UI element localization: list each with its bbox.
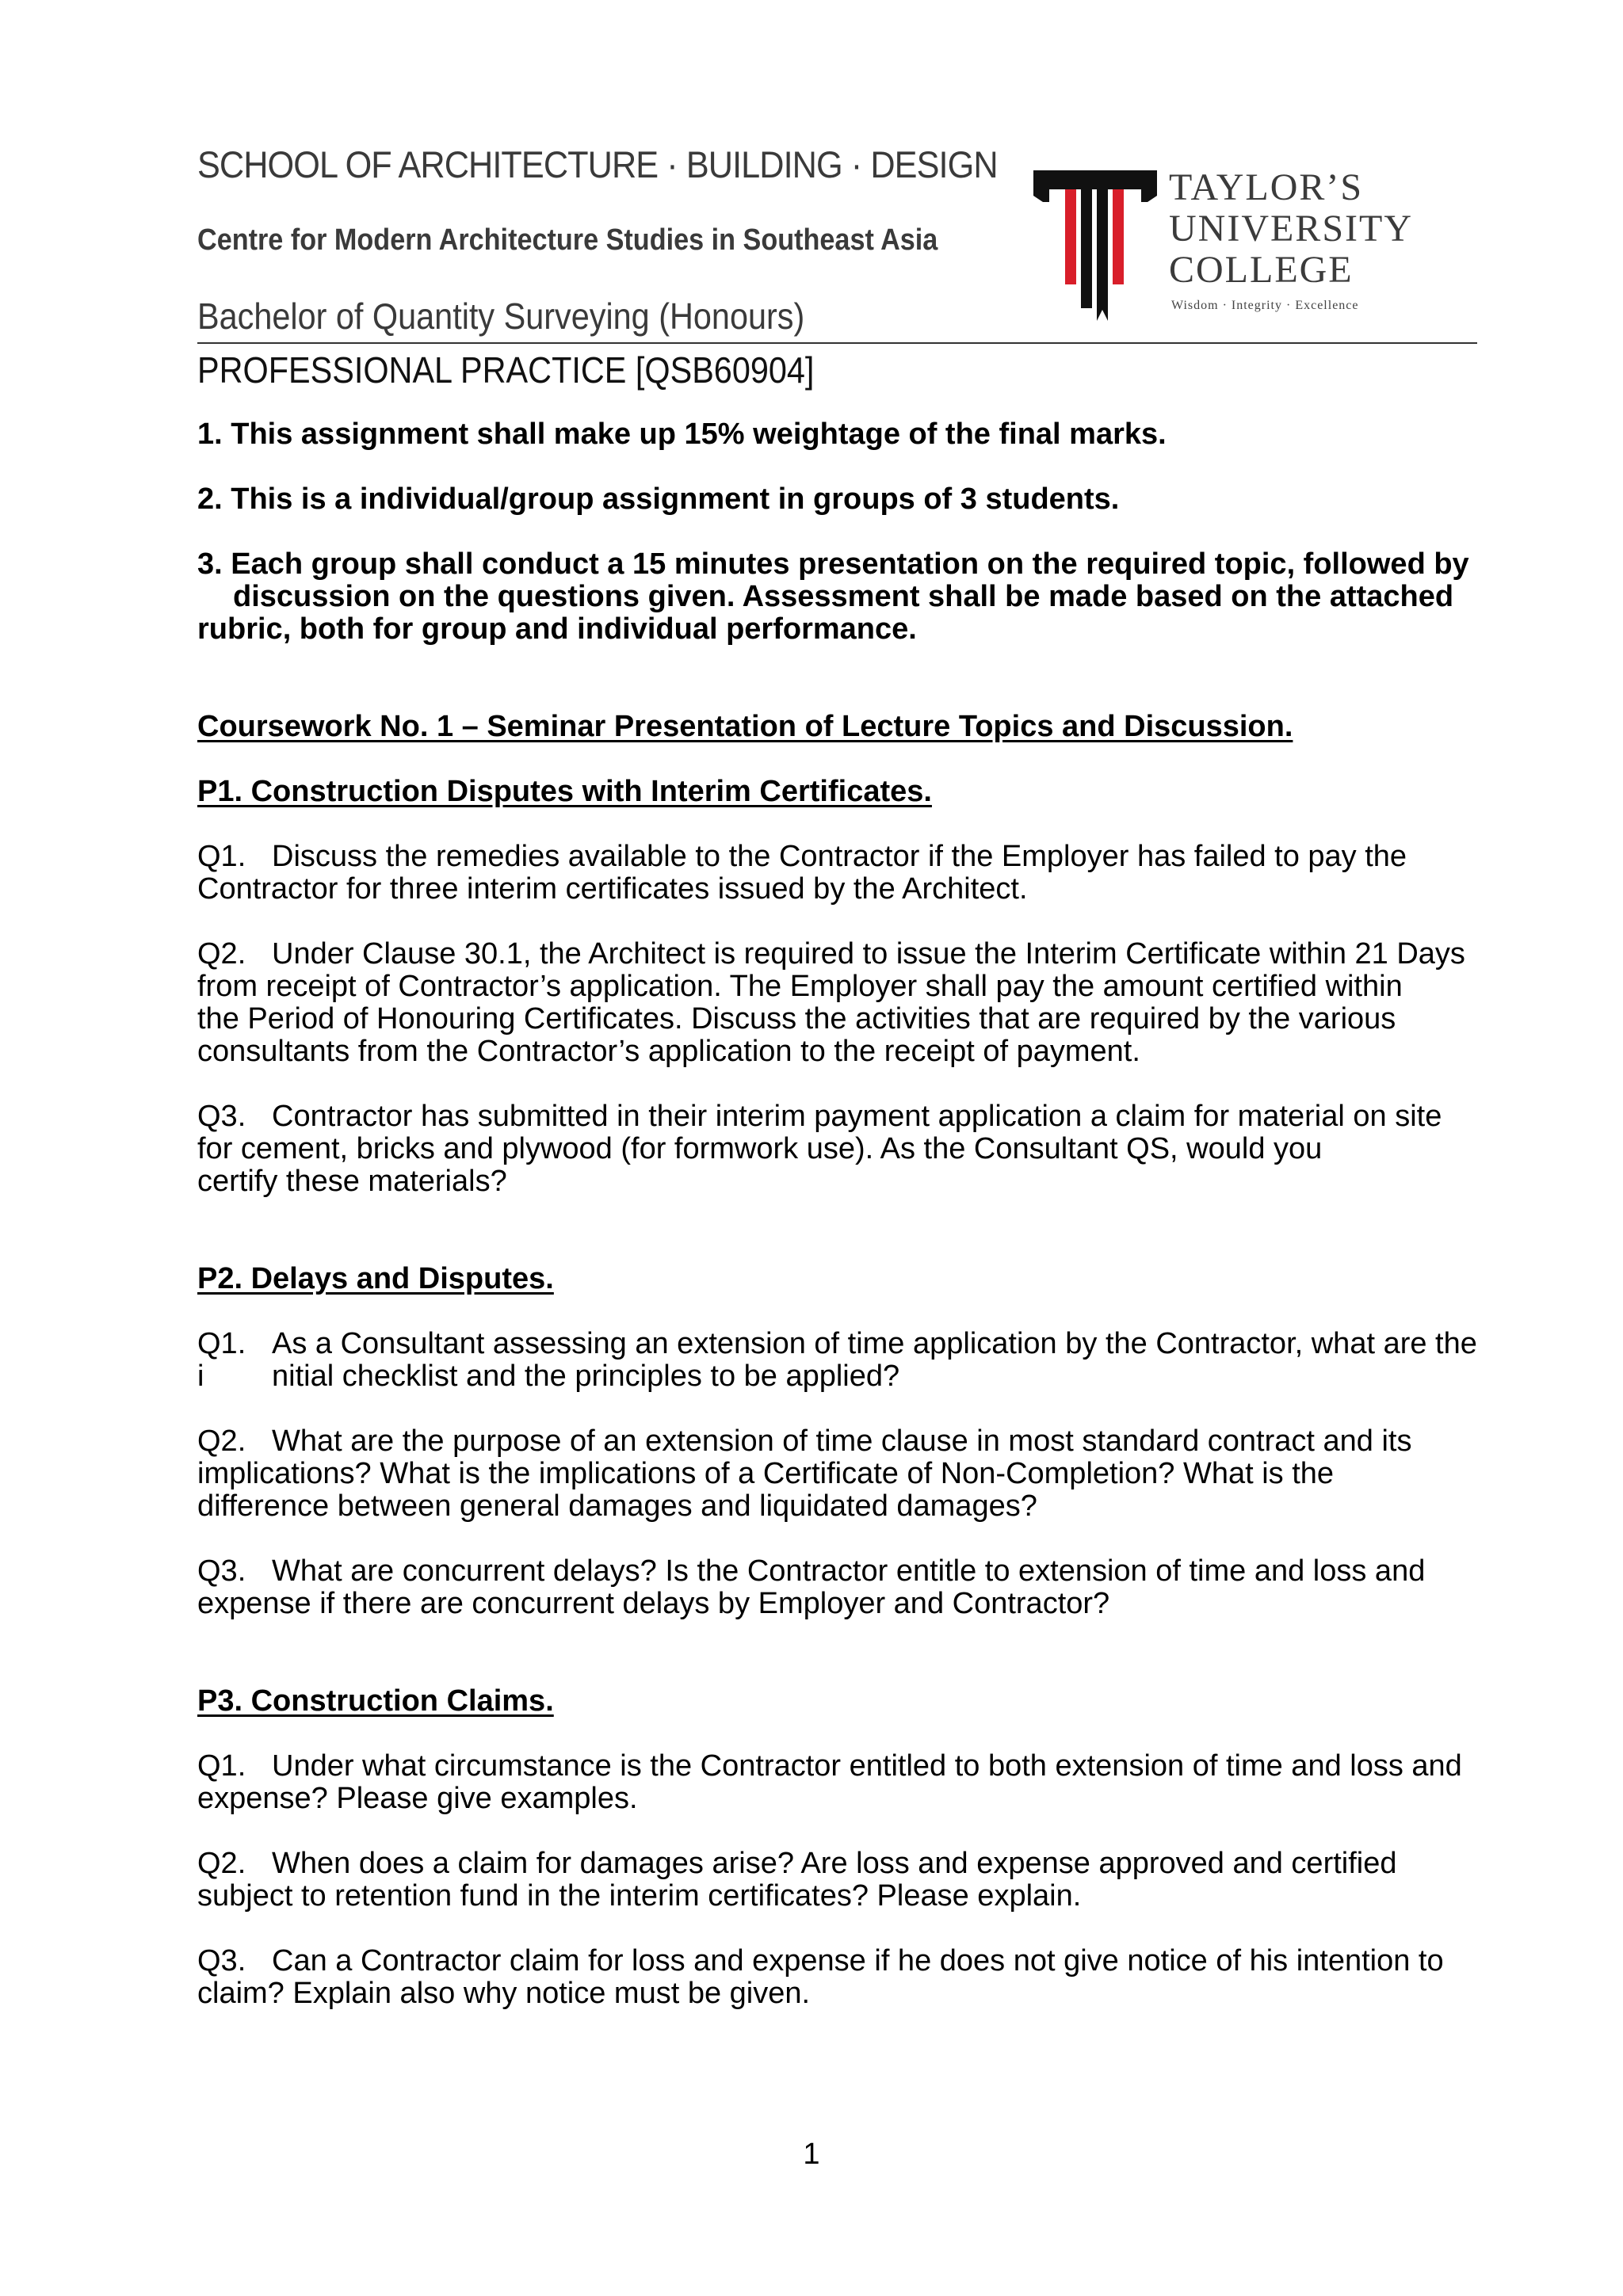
degree-title: Bachelor of Quantity Surveying (Honours) [197, 296, 805, 337]
university-logo [1030, 162, 1438, 321]
page-number: 1 [803, 2138, 820, 2171]
section-p1-title: P1. Construction Disputes with Interim Certificates. [197, 775, 932, 808]
section-p2-title: P2. Delays and Disputes. [197, 1262, 554, 1295]
instruction-2: 2. This is a individual/group assignment in groups of 3 students. [197, 482, 1120, 516]
p3-question-2: Q2. When does a claim for damages arise? Are loss and expense approved and certified subject to retention fund in the interim certificates? Please explain. [197, 1847, 1397, 1913]
p3-question-1: Q1. Under what circumstance is the Contractor entitled to both extension of time and loss and expense? Please give examples. [197, 1749, 1462, 1815]
instruction-1: 1. This assignment shall make up 15% weightage of the final marks. [197, 418, 1167, 451]
document-body [197, 418, 1481, 2010]
section-p3-title: P3. Construction Claims. [197, 1684, 554, 1718]
coursework-title: Coursework No. 1 – Seminar Presentation of Lecture Topics and Discussion. [197, 710, 1293, 743]
logo-wordmark: TAYLOR’S UNIVERSITY COLLEGE [1169, 166, 1413, 291]
p2-question-1: Q1. As a Consultant assessing an extension of time application by the Contractor, what are the i nitial checklist and the principles to be applied? [197, 1327, 1477, 1393]
course-title: PROFESSIONAL PRACTICE [QSB60904] [197, 349, 815, 391]
header-divider [197, 342, 1477, 344]
p1-question-2: Q2. Under Clause 30.1, the Architect is required to issue the Interim Certificate within 21 Days from receipt of Contractor’s application. The Employer shall pay the amount certified within the Period of Honouring Certificates. Discuss the activities that are required by the various consultants from the Contractor’s application to the receipt of payment. [197, 937, 1465, 1068]
p1-question-1: Q1. Discuss the remedies available to the Contractor if the Employer has failed to pay the Contractor for three interim certificates issued by the Architect. [197, 840, 1407, 906]
p3-question-3: Q3. Can a Contractor claim for loss and expense if he does not give notice of his intention to claim? Explain also why notice must be given. [197, 1944, 1444, 2010]
pillar-emblem-icon [1030, 162, 1161, 321]
p1-question-3: Q3. Contractor has submitted in their interim payment application a claim for material on site for cement, bricks and plywood (for formwork use). As the Consultant QS, would you certify these materials? [197, 1100, 1442, 1198]
school-name: SCHOOL OF ARCHITECTURE · BUILDING · DESIGN [197, 143, 998, 185]
logo-motto: Wisdom · Integrity · Excellence [1171, 299, 1359, 312]
p2-question-2: Q2. What are the purpose of an extension of time clause in most standard contract and its implications? What is the implications of a Certificate of Non-Completion? What is the difference between general damages and liquidated damages? [197, 1425, 1412, 1523]
centre-name: Centre for Modern Architecture Studies in Southeast Asia [197, 223, 938, 257]
instruction-3: 3. Each group shall conduct a 15 minutes presentation on the required topic, followed by discussion on the questions given. Assessment shall be made based on the attached rubric, both for group and individual performance. [197, 547, 1469, 646]
p2-question-3: Q3. What are concurrent delays? Is the Contractor entitle to extension of time and loss and expense if there are concurrent delays by Employer and Contractor? [197, 1554, 1426, 1620]
